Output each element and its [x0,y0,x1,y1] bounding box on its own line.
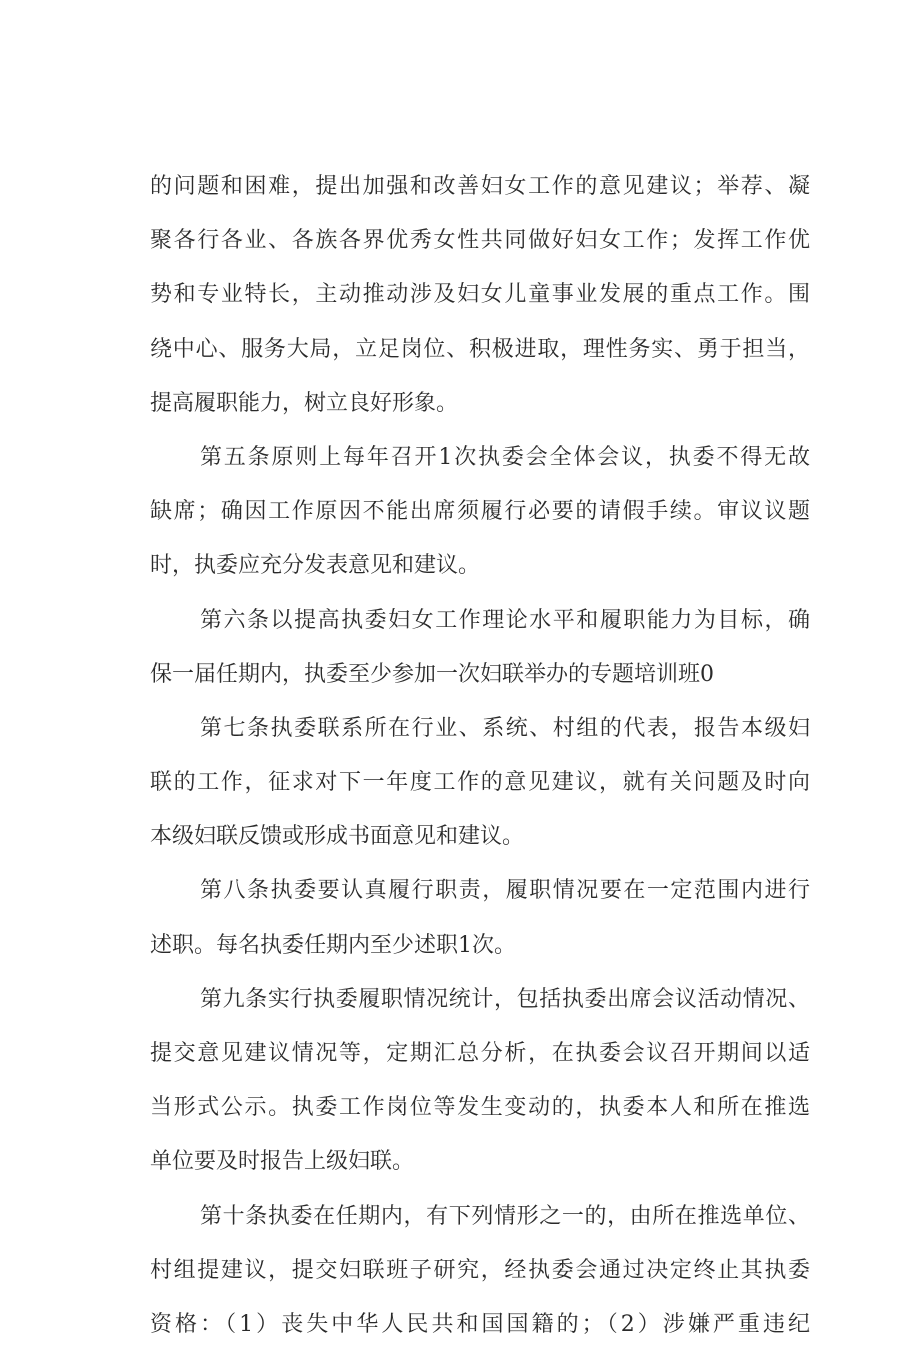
text-line: 势和专业特长，主动推动涉及妇女儿童事业发展的重点工作。围 [150,282,810,308]
text-line: 联的工作，征求对下一年度工作的意见建议，就有关问题及时向 [150,770,810,796]
text-line: 单位要及时报告上级妇联。 [150,1149,415,1175]
text-line: 述职。每名执委任期内至少述职1次。 [150,932,516,958]
document-body [150,160,810,1352]
text-line: 提高履职能力，树立良好形象。 [150,390,459,416]
text-line: 的问题和困难，提出加强和改善妇女工作的意见建议；举荐、凝 [150,174,810,199]
text-line: 保一届任期内，执委至少参加一次妇联举办的专题培训班0 [150,661,714,687]
text-line: 资格：（1）丧失中华人民共和国国籍的；（2）涉嫌严重违纪 [150,1311,810,1337]
text-line: 时，执委应充分发表意见和建议。 [150,553,481,579]
text-line: 第九条实行执委履职情况统计，包括执委出席会议活动情况、 [200,986,810,1012]
text-line: 本级妇联反馈或形成书面意见和建议。 [150,824,525,850]
text-line: 第十条执委在任期内，有下列情形之一的，由所在推选单位、 [200,1203,810,1229]
text-line: 缺席；确因工作原因不能出席须履行必要的请假手续。审议议题 [150,499,810,525]
text-line: 第七条执委联系所在行业、系统、村组的代表，报告本级妇 [200,715,810,741]
text-line: 提交意见建议情况等，定期汇总分析，在执委会议召开期间以适 [150,1041,810,1066]
text-line: 绕中心、服务大局，立足岗位、积极进取，理性务实、勇于担当， [150,336,810,362]
text-line: 村组提建议，提交妇联班子研究，经执委会通过决定终止其执委 [150,1257,810,1283]
text-line: 第五条原则上每年召开1次执委会全体会议，执委不得无故 [200,444,810,470]
text-line: 聚各行各业、各族各界优秀女性共同做好妇女工作；发挥工作优 [150,228,810,254]
text-line: 第六条以提高执委妇女工作理论水平和履职能力为目标，确 [200,607,810,633]
text-line: 当形式公示。执委工作岗位等发生变动的，执委本人和所在推选 [150,1095,810,1121]
text-line: 第八条执委要认真履行职责，履职情况要在一定范围内进行 [200,878,810,904]
